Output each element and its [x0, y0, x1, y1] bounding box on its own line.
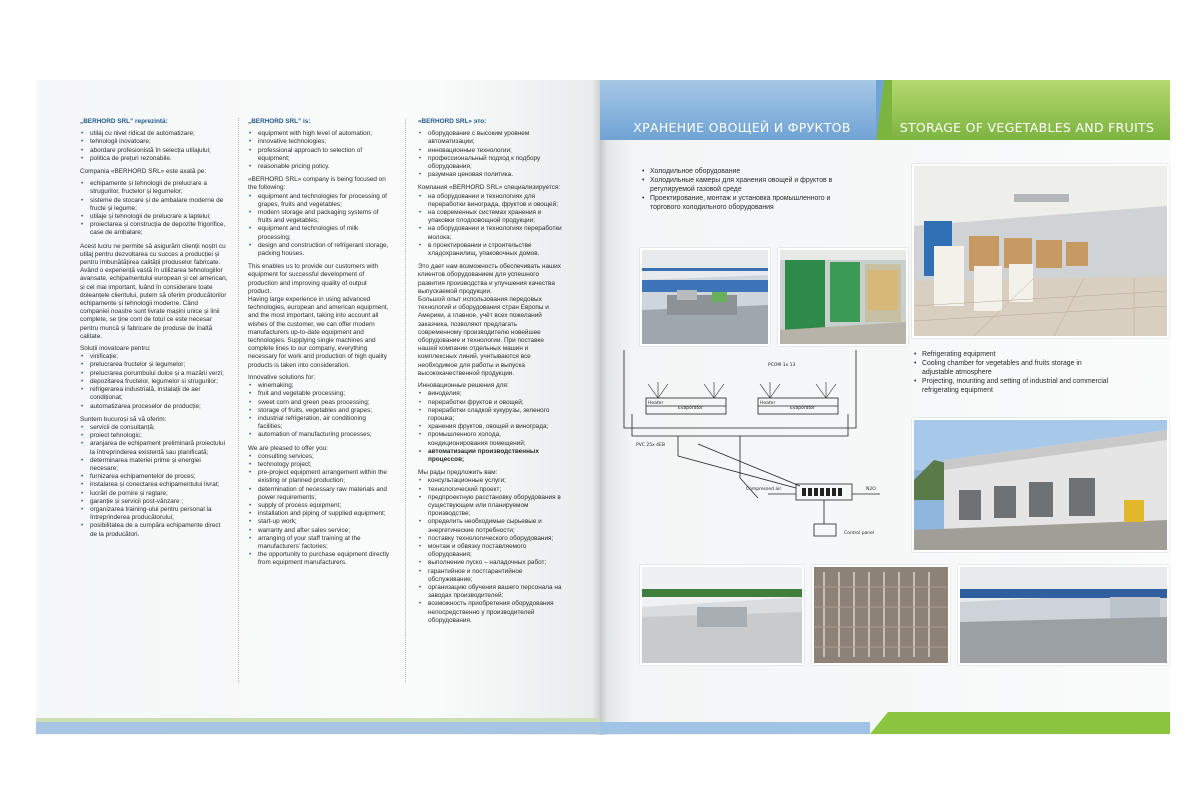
list-item: • organizarea training-ului pentru personal la întreprinderea producătorului;: [88, 506, 228, 522]
photo-warehouse-exterior: [912, 418, 1169, 552]
header-russian: [600, 80, 884, 140]
ru-intro-title: «BERHORD SRL» это:: [418, 118, 487, 125]
list-item: • arranging of your staff training at the manufacturers' factories;: [256, 535, 391, 551]
list-item: • servicii de consultanță;: [88, 424, 228, 432]
list-item: • innovative technologies;: [256, 138, 391, 146]
list-item: • Холодильное оборудование: [640, 167, 862, 176]
diagram-heater-label-right: Heater: [760, 401, 776, 406]
list-item: • storage of fruits, vegetables and grapes;: [256, 407, 391, 415]
en-intro-title: „BERHORD SRL” is:: [248, 118, 311, 125]
list-item: • виноделия;: [426, 390, 562, 398]
list-item: • на оборудовании и технологиях для переработки винограда, фруктов и овощей;: [426, 193, 562, 209]
list-item: • professional approach to selection of equipment;: [256, 147, 391, 163]
ro-intro-list: [80, 130, 228, 163]
list-item: • start-up work;: [256, 518, 391, 526]
list-item: • Cooling chamber for vegetables and fruits storage in adjustable atmosphere: [912, 359, 1112, 377]
list-item: • sisteme de stocare și de ambalare moderne de fructe și legume;: [88, 197, 228, 213]
column-divider: [238, 118, 239, 683]
warehouse-exterior-image: [914, 420, 1167, 550]
list-item: • depozitarea fructelor, legumelor si strugurilor;: [88, 378, 228, 386]
photo-green-doors: [778, 248, 908, 346]
list-item: • на современных системах хранения и упаковки плодоовощной продукции;: [426, 209, 562, 225]
list-item: • automation of manufacturing processes;: [256, 431, 391, 439]
book-spine-shadow: [592, 80, 608, 735]
photo-blue-ceiling-hall: [958, 565, 1169, 665]
list-item: • proiectarea și construcția de depozite frigorifice, case de ambalare;: [88, 221, 228, 237]
header-divider-notch: [876, 80, 892, 140]
footer-band-left: [36, 722, 600, 734]
list-item: • хранения фруктов, овощей и винограда;: [426, 423, 562, 431]
ru-intro-list: [418, 130, 562, 179]
ru-solutions-list: [418, 390, 562, 464]
list-item: • sweet corn and green peas processing;: [256, 399, 391, 407]
diagram-title: РСОМ 1x 13: [768, 363, 796, 368]
list-item: • modern storage and packaging systems of fruits and vegetables;: [256, 209, 391, 225]
en-offer-title: We are pleased to offer you:: [248, 444, 329, 452]
ro-solutions-list: [80, 353, 228, 410]
list-item: • instalarea și conectarea echipamentului livrat;: [88, 481, 228, 489]
green-doors-image: [780, 250, 906, 344]
list-item: • Projecting, mounting and setting of industrial and commercial refrigerating equipment: [912, 377, 1112, 395]
footer-band-right-blue: [600, 722, 870, 734]
list-item: • abordare profesionistă în selecția utilajului;: [88, 147, 228, 155]
empty-hall-image: [642, 567, 802, 663]
list-item: • prelucrarea fructelor și legumelor;: [88, 361, 228, 369]
list-item: • промышленного холода, кондиционирования помещений;: [426, 431, 562, 447]
photo-empty-hall: [640, 565, 804, 665]
list-item: • переработки сладкой кукурузы, зеленого горошка;: [426, 407, 562, 423]
list-item: • prelucrarea porumbului dulce și a mazării verzi;: [88, 370, 228, 378]
refrigeration-schematic: [618, 348, 902, 550]
ro-focus-title: Compania «BERHORD SRL» este axată pe:: [80, 168, 207, 176]
ru-features-list: [640, 167, 862, 212]
list-item: • гарантийное и постгарантийное обслуживание;: [426, 568, 562, 584]
list-item: • consulting services;: [256, 453, 391, 461]
list-item: • echipamente și tehnologii de prelucrare a strugurilor, fructelor și legumelor;: [88, 180, 228, 196]
diagram-control-panel-label: Control panel: [844, 531, 875, 536]
header-russian-title: ХРАНЕНИЕ ОВОЩЕЙ И ФРУКТОВ: [633, 120, 851, 135]
list-item: • поставку технологического оборудования;: [426, 535, 562, 543]
list-item: • furnizarea echipamentelor de proces;: [88, 473, 228, 481]
refrigeration-schematic-drawing: [618, 348, 902, 550]
footer-band-right-green: [870, 712, 1170, 734]
column-romanian: [80, 118, 228, 544]
en-paragraph-1: This enables us to provide our customers with equipment for successful development of production and improving quality of output product.: [248, 263, 379, 295]
photo-steel-racks: [812, 565, 950, 665]
list-item: • determinarea materiei prime și energiei necesare;: [88, 457, 228, 473]
en-focus-title: «BERHORD SRL» company is being focused on the following:: [248, 176, 386, 192]
column-divider: [405, 118, 406, 683]
list-item: • переработки фруктов и овощей;: [426, 399, 562, 407]
ru-focus-list: [418, 193, 562, 259]
list-item: • fruit and vegetable processing;: [256, 390, 391, 398]
header-english: [884, 80, 1170, 140]
list-item: • выполнение пуско – наладочных работ;: [426, 559, 562, 567]
list-item: • разумная ценовая политика.: [426, 171, 562, 179]
list-item: • equipment with high level of automation;: [256, 130, 391, 138]
list-item: • politica de prețuri rezonabile.: [88, 155, 228, 163]
list-item: • технологический проект;: [426, 486, 562, 494]
diagram-evaporator-right: Evaporator: [790, 406, 815, 411]
en-paragraph-2: Having large experience in using advanced technologies, european and american equipment, and the most important, taking into account all wishes of the customer, we can offer modern manufacturers up-to-date equipment and technologies. Supplying single machines and complete lines to our company, everything necessary for work and production of high quality products is taken into consideration.: [248, 296, 389, 369]
list-item: • posibilitatea de a cumpăra echipamente direct de la producători.: [88, 522, 228, 538]
list-item: • proiect tehnologic;: [88, 432, 228, 440]
list-item: • the opportunity to purchase equipment directly from equipment manufacturers.: [256, 551, 391, 567]
processing-hall-image: [642, 250, 768, 344]
list-item: • инновационные технологии;: [426, 147, 562, 155]
ru-offer-list: [418, 477, 562, 625]
column-russian: [418, 118, 562, 630]
diagram-compressed-air-label: Compressed air: [746, 487, 782, 492]
list-item: • Refrigerating equipment: [912, 350, 1112, 359]
list-item: • utilaj cu nivel ridicat de automatizare;: [88, 130, 228, 138]
en-features-list: [912, 350, 1112, 395]
list-item: • Проектирование, монтаж и установка промышленного и торгового холодильного оборудования: [640, 194, 862, 212]
en-solutions-title: Innovative solutions for:: [248, 373, 316, 381]
list-item: • в проектировании и строительстве хладохранилищ, упаковочных домов.: [426, 242, 562, 258]
list-item: • determination of necessary raw materials and power requirements;: [256, 486, 391, 502]
list-item: • tehnologii inovatoare;: [88, 138, 228, 146]
list-item: • industrial refrigeration, air conditioning facilities;: [256, 415, 391, 431]
ro-focus-list: [80, 180, 228, 237]
steel-racks-image: [814, 567, 948, 663]
list-item: • vinificație;: [88, 353, 228, 361]
ro-offer-title: Suntem bucuroși să vă oferim:: [80, 415, 167, 423]
list-item: • aranjarea de echipament preliminară proiectului la întreprinderea existentă sau planificată;: [88, 440, 228, 456]
list-item: • winemaking;: [256, 382, 391, 390]
list-item: • warranty and after sales service;: [256, 527, 391, 535]
list-item: • предпроектную расстановку оборудования в существующем или планируемом производстве;: [426, 494, 562, 519]
list-item: • на оборудовании и технологиях переработки молока;: [426, 225, 562, 241]
ro-solutions-title: Soluții inovatoare pentru:: [80, 345, 151, 353]
diagram-evaporator-left: Evaporator: [678, 406, 703, 411]
list-item: • организацию обучения вашего персонала на заводах производителей;: [426, 584, 562, 600]
photo-cold-room-crates: [912, 164, 1169, 338]
list-item: • utilaje și tehnologii de prelucrare a laptelui;: [88, 213, 228, 221]
photo-processing-hall: [640, 248, 770, 346]
list-item: • equipment and technologies of milk processing;: [256, 225, 391, 241]
ru-solutions-title: Инновационные решения для:: [418, 382, 509, 390]
en-solutions-list: [248, 382, 391, 439]
column-english: [248, 118, 391, 573]
diagram-heater-label-left: Heater: [648, 401, 664, 406]
diagram-pvc-label: PVC 25x 4EB: [636, 443, 665, 448]
list-item: • installation and piping of supplied equipment;: [256, 510, 391, 518]
en-offer-list: [248, 453, 391, 568]
ro-paragraph-1: Acest lucru ne permite să asigurăm clienții noștri cu utilaj pentru dezvoltarea cu succes a producției și pentru îmbunătățirea calității produselor fabricate.: [80, 242, 226, 267]
list-item: • возможность приобретения оборудования непосредственно у производителей оборудования.: [426, 600, 562, 625]
header-english-title: STORAGE OF VEGETABLES AND FRUITS: [899, 120, 1155, 135]
list-item: • определить необходимые сырьевые и энергетические потребности;: [426, 518, 562, 534]
list-item: • refrigerarea industrială, instalații de aer condiționat;: [88, 386, 228, 402]
ru-paragraph-2: Большой опыт использования передовых технологий и оборудования стран Европы и Америки, а главное, учёт всех пожеланий заказчика, позволяют предлагать современному производителю новейшее оборудование и технологии. При поставке нашей компании отдельных машин и комплексных линий, учитываются все необходимое для работы и выпуска высококачественной продукции.: [418, 296, 549, 377]
list-item: • монтаж и обвязку поставляемого оборудования;: [426, 543, 562, 559]
ro-offer-list: [80, 424, 228, 539]
list-item: • оборудование с высоким уровнем автоматизации;: [426, 130, 562, 146]
list-item: • equipment and technologies for processing of grapes, fruits and vegetables;: [256, 193, 391, 209]
ru-offer-title: Мы рады предложить вам:: [418, 469, 498, 477]
list-item: • pre-project equipment arrangement within the existing or planned production;: [256, 469, 391, 485]
ru-focus-title: Компания «BERHORD SRL» специализируется:: [418, 184, 561, 192]
list-item: • reasonable pricing policy.: [256, 163, 391, 171]
blue-ceiling-hall-image: [960, 567, 1167, 663]
list-item: • профессиональный подход к подбору оборудования;: [426, 155, 562, 171]
list-item: • Холодильные камеры для хранения овощей и фруктов в регулируемой газовой среде: [640, 176, 862, 194]
list-item: • automatizarea proceselor de producție;: [88, 403, 228, 411]
en-intro-list: [248, 130, 391, 171]
ro-paragraph-2: Având o experiență vastă în utilizarea tehnologiilor avansate, echipamentului european și cel american, și cel mai important, luând în considerare toate doleanțele clientului, putem să oferim producătorilor echipamente și tehnologii moderne. Când companiei noastre sunt livrate mașini unice și linii complete, se ține cont de totul ce este necesar pentru muncă și fabricare de produse de înaltă calitate.: [80, 267, 228, 340]
list-item: • lucrări de pornire și reglare;: [88, 490, 228, 498]
diagram-n2o-label: N2O: [866, 487, 876, 492]
list-item: • supply of process equipment;: [256, 502, 391, 510]
ru-paragraph-1: Это дает нам возможность обеспечивать наших клиентов оборудованием для успешного развития производства и улучшения качества выпускаемой продукции.: [418, 263, 561, 295]
list-item: • design and construction of refrigerant storage, packing houses.: [256, 242, 391, 258]
ro-intro-title: „BERHORD SRL” reprezintă:: [80, 118, 168, 125]
list-item: • garanție și servicii post-vânzare ;: [88, 498, 228, 506]
en-focus-list: [248, 193, 391, 259]
list-item: • автоматизации производственных процессов;: [426, 448, 562, 464]
list-item: • консультационные услуги;: [426, 477, 562, 485]
cold-room-image: [914, 166, 1167, 336]
list-item: • technology project;: [256, 461, 391, 469]
